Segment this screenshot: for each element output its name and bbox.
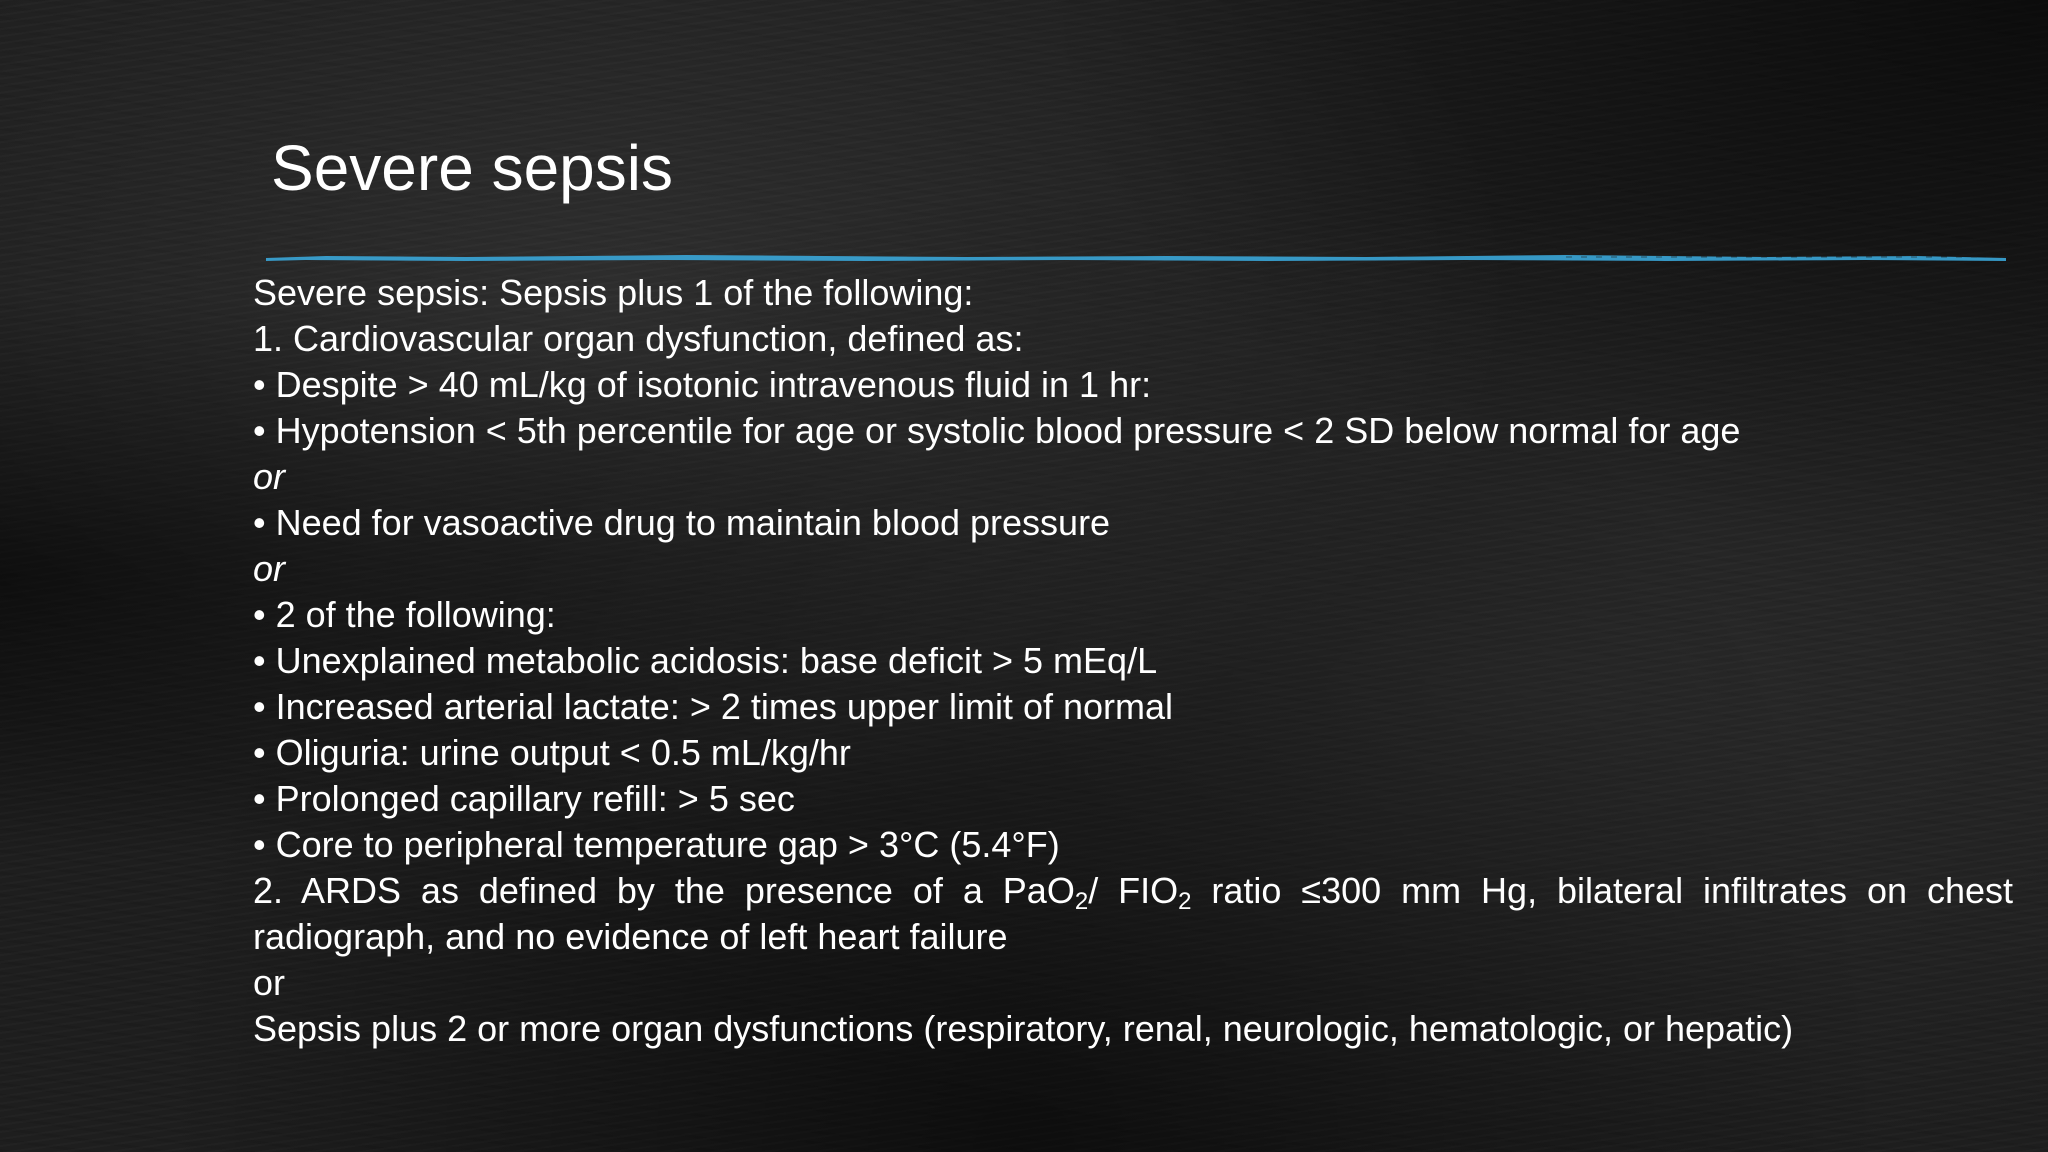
or-connector: or bbox=[253, 548, 286, 589]
bullet-temperature-gap: • Core to peripheral temperature gap > 3°C (5.4°F) bbox=[253, 824, 1060, 865]
bullet-capillary-refill: • Prolonged capillary refill: > 5 sec bbox=[253, 778, 795, 819]
or-connector: or bbox=[253, 962, 286, 1003]
ards-text-part1: 2. ARDS as defined by the presence of a PaO bbox=[253, 870, 1075, 911]
bullet-two-of: • 2 of the following: bbox=[253, 594, 556, 635]
or-connector: or bbox=[253, 456, 286, 497]
multi-organ-line: Sepsis plus 2 or more organ dysfunctions (respiratory, renal, neurologic, hematologic, or hepatic) bbox=[253, 1008, 1794, 1049]
bullet-lactate: • Increased arterial lactate: > 2 times upper limit of normal bbox=[253, 686, 1174, 727]
intro-line: Severe sepsis: Sepsis plus 1 of the following: bbox=[253, 272, 974, 313]
ards-text-part2: / FIO bbox=[1088, 870, 1179, 911]
bullet-oliguria: • Oliguria: urine output < 0.5 mL/kg/hr bbox=[253, 732, 851, 773]
slide-title: Severe sepsis bbox=[271, 132, 673, 204]
bullet-acidosis: • Unexplained metabolic acidosis: base deficit > 5 mEq/L bbox=[253, 640, 1158, 681]
title-accent-rule bbox=[266, 252, 2006, 266]
slide-body bbox=[253, 270, 2013, 1052]
bullet-despite: • Despite > 40 mL/kg of isotonic intravenous fluid in 1 hr: bbox=[253, 364, 1152, 405]
ards-paragraph bbox=[253, 868, 2013, 960]
ards-text-part3: ratio ≤300 mm Hg, bilateral infiltrates on chest radiograph, and no evidence of left heart failure bbox=[253, 870, 2014, 957]
ards-fio2-subscript: 2 bbox=[1178, 888, 1192, 915]
bullet-hypotension: • Hypotension < 5th percentile for age or systolic blood pressure < 2 SD below normal for age bbox=[253, 410, 1741, 451]
bullet-vasoactive: • Need for vasoactive drug to maintain blood pressure bbox=[253, 502, 1111, 543]
ards-pao2-subscript: 2 bbox=[1074, 888, 1089, 915]
cardio-header: 1. Cardiovascular organ dysfunction, defined as: bbox=[253, 318, 1024, 359]
accent-brush-stroke bbox=[266, 255, 2006, 261]
